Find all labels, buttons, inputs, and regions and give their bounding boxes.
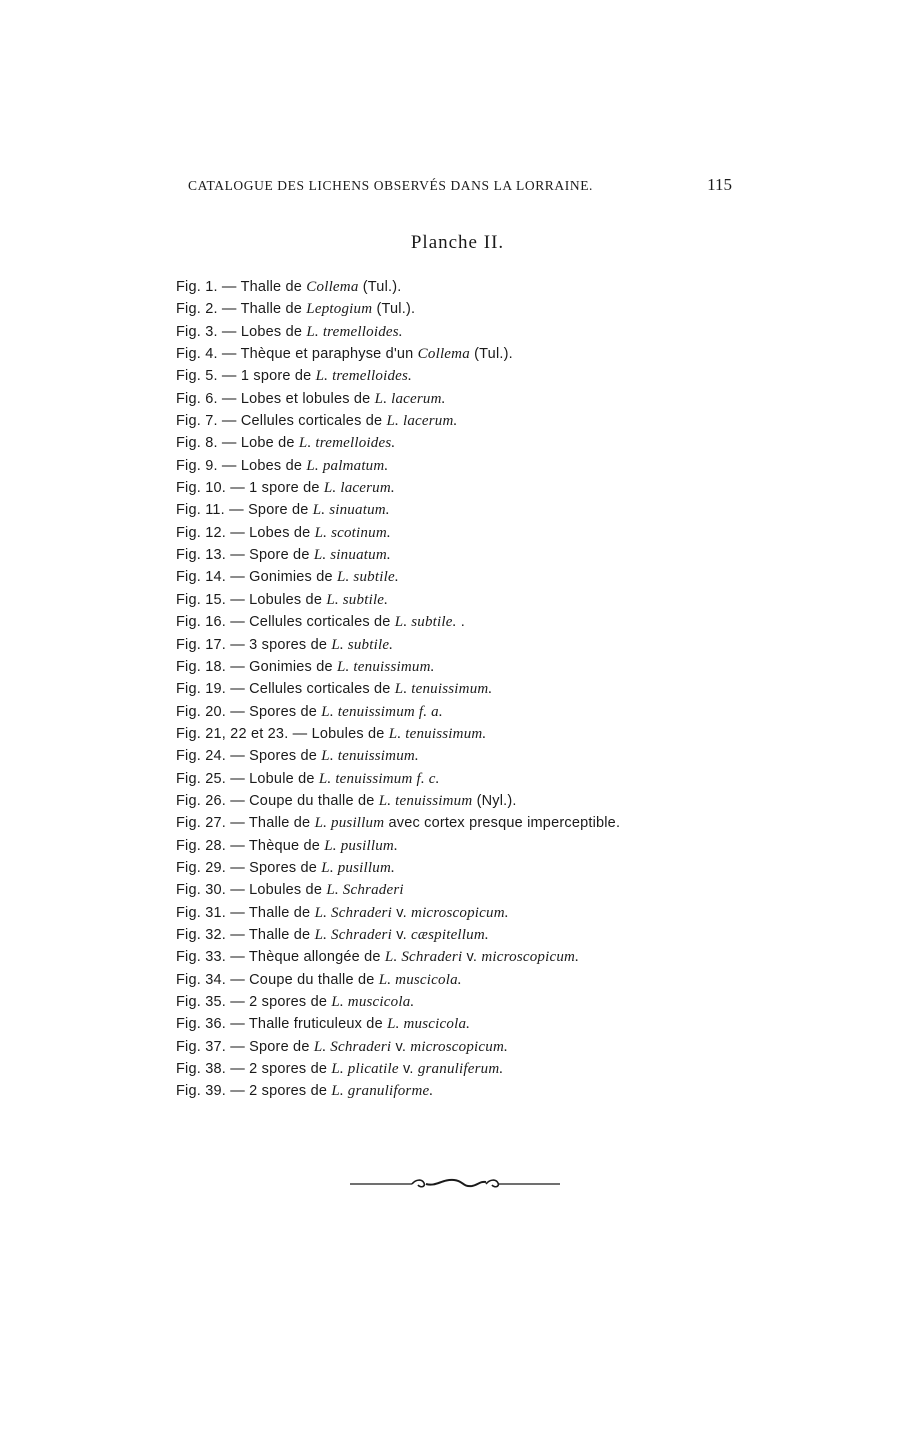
em-dash-separator: —: [225, 547, 250, 564]
figure-caption-row: [176, 544, 696, 566]
figure-description: Lobule de: [249, 770, 319, 787]
figure-label: Fig. 14.: [176, 569, 226, 586]
figure-label: Fig. 29.: [176, 859, 226, 876]
figure-description: Lobes de: [249, 524, 315, 541]
figure-description: Cellules corticales de: [249, 614, 395, 631]
em-dash-separator: —: [225, 681, 250, 698]
taxon-name: L. tremelloides.: [315, 368, 413, 385]
figure-caption-row: [176, 365, 696, 387]
figure-description-tail: (Tul.).: [469, 346, 513, 363]
em-dash-separator: —: [225, 658, 250, 675]
figure-description: Coupe du thalle de: [249, 971, 379, 988]
figure-caption-row: [176, 1058, 696, 1080]
figure-label: Fig. 1.: [176, 279, 218, 295]
taxon-name: L. subtile.: [336, 569, 399, 586]
figure-label: Fig. 39.: [176, 1083, 226, 1100]
figure-caption-list: [176, 276, 696, 1103]
taxon-name: L. scotinum.: [314, 524, 391, 541]
taxon-name: L. Schraderi: [313, 1038, 392, 1055]
em-dash-separator: —: [225, 792, 250, 809]
taxon-name: L. plicatile: [331, 1061, 399, 1078]
taxon-name: L. Schraderi: [384, 949, 463, 966]
figure-caption-row: [176, 1080, 696, 1102]
figure-label: Fig. 26.: [176, 792, 226, 809]
figure-description: Thalle fruticuleux de: [248, 1016, 388, 1033]
figure-caption-row: [176, 812, 696, 834]
figure-caption-row: [176, 745, 696, 767]
figure-description: Thalle de: [240, 279, 307, 295]
figure-description: Thalle de: [248, 926, 315, 943]
em-dash-separator: —: [217, 279, 241, 295]
figure-caption-row: [176, 321, 696, 343]
figure-description: Lobules de: [311, 725, 389, 742]
figure-label: Fig. 35.: [176, 994, 226, 1010]
figure-description: Lobes de: [240, 457, 307, 474]
figure-label: Fig. 33.: [176, 949, 226, 966]
taxon-name: L. subtile.: [394, 614, 457, 631]
em-dash-separator: —: [217, 323, 241, 340]
figure-caption-row: [176, 589, 696, 611]
em-dash-separator: —: [217, 390, 241, 407]
figure-description: Lobes et lobules de: [240, 390, 375, 407]
plate-title: Planche II.: [410, 232, 505, 253]
em-dash-separator: —: [225, 859, 250, 876]
figure-description-tail: v.: [462, 949, 482, 966]
em-dash-separator: —: [217, 435, 241, 452]
running-title: CATALOGUE DES LICHENS OBSERVÉS DANS LA LORRAINE.: [188, 178, 594, 193]
taxon-name: L. subtile.: [331, 636, 394, 653]
figure-label: Fig. 20.: [176, 703, 226, 720]
taxon-name: L. sinuatum.: [312, 502, 390, 519]
figure-label: Fig. 13.: [176, 547, 226, 564]
figure-description-tail: v.: [391, 1038, 411, 1055]
taxon-name: L. Schraderi: [314, 904, 392, 921]
figure-description: Spores de: [249, 859, 322, 876]
figure-description: 1 spore de: [249, 480, 324, 497]
running-head: [188, 176, 736, 196]
em-dash-separator: —: [225, 971, 250, 988]
taxon-name: L. pusillum: [314, 815, 385, 832]
figure-description: Thalle de: [240, 301, 307, 318]
em-dash-separator: —: [225, 614, 250, 631]
figure-caption-row: [176, 1036, 696, 1058]
em-dash-separator: —: [225, 904, 249, 921]
figure-caption-row: [176, 611, 696, 633]
taxon-name: L. Schraderi: [326, 882, 404, 899]
taxon-name: L. muscicola.: [387, 1016, 471, 1033]
figure-caption-row: [176, 343, 696, 365]
figure-caption-row: [176, 388, 696, 410]
page-number: 115: [707, 175, 732, 194]
figure-caption-row: [176, 499, 696, 521]
figure-description: Spore de: [249, 1038, 314, 1055]
figure-caption-row: [176, 566, 696, 588]
figure-caption-row: [176, 946, 696, 968]
taxon-name: Collema: [417, 346, 470, 363]
taxon-name: L. tenuissimum f. c.: [318, 770, 440, 787]
taxon-name: Leptogium: [306, 301, 373, 318]
figure-label: Fig. 11.: [176, 502, 225, 519]
figure-label: Fig. 24.: [176, 748, 226, 765]
figure-caption-row: [176, 455, 696, 477]
em-dash-separator: —: [225, 636, 250, 653]
figure-description-tail: .: [456, 614, 466, 631]
taxon-name: L. tremelloides.: [298, 435, 396, 452]
figure-label: Fig. 38.: [176, 1061, 226, 1078]
em-dash-separator: —: [225, 569, 250, 586]
figure-label: Fig. 10.: [176, 480, 226, 497]
em-dash-separator: —: [225, 1061, 250, 1078]
figure-label: Fig. 21, 22 et 23.: [176, 725, 289, 742]
figure-label: Fig. 36.: [176, 1016, 226, 1033]
figure-description: 2 spores de: [249, 1061, 332, 1078]
em-dash-separator: —: [225, 480, 250, 497]
em-dash-separator: —: [225, 524, 250, 541]
em-dash-separator: —: [217, 301, 241, 318]
figure-description: Lobes de: [240, 323, 307, 340]
figure-label: Fig. 30.: [176, 882, 226, 899]
em-dash-separator: —: [225, 770, 250, 787]
em-dash-separator: —: [224, 502, 249, 519]
figure-label: Fig. 5.: [176, 368, 218, 385]
figure-description-tail: (Tul.).: [372, 301, 416, 318]
figure-label: Fig. 17.: [176, 636, 226, 653]
figure-description-tail: v.: [398, 1061, 418, 1078]
em-dash-separator: —: [225, 837, 249, 854]
figure-label: Fig. 25.: [176, 770, 226, 787]
em-dash-separator: —: [217, 346, 241, 363]
figure-description-tail: (Nyl.).: [472, 792, 517, 809]
em-dash-separator: —: [225, 703, 250, 720]
figure-label: Fig. 6.: [176, 390, 218, 407]
taxon-name: L. tenuissimum.: [388, 725, 487, 742]
figure-caption-row: [176, 969, 696, 991]
figure-label: Fig. 31.: [176, 904, 226, 921]
taxon-name: L. muscicola.: [378, 971, 462, 988]
taxon-name: L. tenuissimum.: [321, 748, 419, 765]
figure-description: Spore de: [249, 547, 314, 564]
figure-caption-row: [176, 835, 696, 857]
taxon-name: L. palmatum.: [306, 457, 389, 474]
figure-description: Thèque allongée de: [248, 949, 385, 966]
variety-name: microscopicum.: [411, 904, 509, 921]
figure-label: Fig. 27.: [176, 815, 226, 832]
figure-label: Fig. 28.: [176, 837, 226, 854]
figure-description: Coupe du thalle de: [249, 792, 379, 809]
variety-name: microscopicum.: [410, 1038, 508, 1055]
em-dash-separator: —: [225, 1016, 249, 1033]
taxon-name: L. lacerum.: [323, 480, 395, 497]
taxon-name: L. tremelloides.: [306, 323, 403, 340]
figure-caption-row: [176, 410, 696, 432]
taxon-name: L. muscicola.: [331, 994, 415, 1010]
figure-label: Fig. 8.: [176, 435, 218, 452]
taxon-name: L. tenuissimum: [378, 792, 473, 809]
figure-label: Fig. 15.: [176, 591, 226, 608]
em-dash-separator: —: [288, 725, 312, 742]
figure-description: Lobules de: [249, 591, 327, 608]
figure-caption-row: [176, 723, 696, 745]
figure-description: Thalle de: [248, 815, 315, 832]
em-dash-separator: —: [225, 994, 250, 1010]
figure-label: Fig. 34.: [176, 971, 226, 988]
figure-caption-row: [176, 991, 696, 1013]
em-dash-separator: —: [225, 949, 249, 966]
em-dash-separator: —: [225, 591, 250, 608]
figure-caption-row: [176, 924, 696, 946]
figure-label: Fig. 37.: [176, 1038, 226, 1055]
figure-label: Fig. 32.: [176, 926, 226, 943]
figure-description: Lobe de: [240, 435, 299, 452]
figure-description: Cellules corticales de: [249, 681, 395, 698]
figure-caption-row: [176, 634, 696, 656]
figure-label: Fig. 18.: [176, 658, 226, 675]
figure-caption-row: [176, 879, 696, 901]
figure-caption-row: [176, 768, 696, 790]
figure-caption-row: [176, 1013, 696, 1035]
figure-caption-row: [176, 656, 696, 678]
taxon-name: L. tenuissimum.: [336, 658, 435, 675]
figure-description: 2 spores de: [249, 994, 332, 1010]
em-dash-separator: —: [225, 882, 250, 899]
figure-caption-row: [176, 298, 696, 320]
taxon-name: L. tenuissimum f. a.: [321, 703, 443, 720]
taxon-name: L. pusillum.: [324, 837, 398, 854]
em-dash-separator: —: [225, 748, 250, 765]
em-dash-separator: —: [225, 1083, 250, 1100]
figure-description: Spores de: [249, 748, 322, 765]
figure-label: Fig. 16.: [176, 614, 226, 631]
figure-caption-row: [176, 522, 696, 544]
taxon-name: L. subtile.: [326, 591, 389, 608]
variety-name: microscopicum.: [481, 949, 580, 966]
figure-caption-row: [176, 701, 696, 723]
figure-description: 1 spore de: [240, 368, 316, 385]
figure-description: Spores de: [249, 703, 322, 720]
em-dash-separator: —: [217, 368, 241, 385]
figure-description-tail: avec cortex presque imperceptible.: [384, 815, 621, 832]
figure-label: Fig. 2.: [176, 301, 218, 318]
figure-description: Gonimies de: [249, 569, 337, 586]
figure-caption-row: [176, 432, 696, 454]
figure-caption-row: [176, 857, 696, 879]
em-dash-separator: —: [225, 815, 249, 832]
figure-description: 2 spores de: [249, 1083, 332, 1100]
figure-description-tail: v.: [391, 926, 412, 943]
figure-description-tail: v.: [391, 904, 412, 921]
figure-caption-row: [176, 790, 696, 812]
taxon-name: Collema: [306, 279, 359, 295]
ornament-divider-icon: [350, 1175, 560, 1193]
em-dash-separator: —: [225, 926, 249, 943]
figure-description-tail: (Tul.).: [358, 279, 402, 295]
figure-description: Thèque de: [248, 837, 325, 854]
figure-label: Fig. 7.: [176, 413, 218, 430]
figure-caption-row: [176, 902, 696, 924]
figure-description: Thalle de: [248, 904, 315, 921]
taxon-name: L. lacerum.: [386, 413, 458, 430]
figure-description: Spore de: [248, 502, 313, 519]
em-dash-separator: —: [225, 1038, 250, 1055]
figure-label: Fig. 3.: [176, 323, 218, 340]
em-dash-separator: —: [217, 413, 241, 430]
figure-label: Fig. 19.: [176, 681, 226, 698]
figure-description: Thèque et paraphyse d'un: [240, 346, 418, 363]
taxon-name: L. sinuatum.: [313, 547, 391, 564]
taxon-name: L. pusillum.: [321, 859, 395, 876]
em-dash-separator: —: [217, 457, 241, 474]
figure-description: 3 spores de: [249, 636, 332, 653]
figure-description: Lobules de: [249, 882, 327, 899]
figure-description: Gonimies de: [249, 658, 337, 675]
figure-label: Fig. 9.: [176, 457, 218, 474]
taxon-name: L. Schraderi: [314, 926, 392, 943]
taxon-name: L. tenuissimum.: [394, 681, 493, 698]
figure-label: Fig. 4.: [176, 346, 218, 363]
figure-caption-row: [176, 477, 696, 499]
figure-label: Fig. 12.: [176, 524, 226, 541]
variety-name: granuliferum.: [417, 1061, 504, 1078]
taxon-name: L. lacerum.: [374, 390, 446, 407]
figure-description: Cellules corticales de: [240, 413, 387, 430]
figure-caption-row: [176, 276, 696, 298]
variety-name: cæspitellum.: [411, 926, 489, 943]
figure-caption-row: [176, 678, 696, 700]
taxon-name: L. granuliforme.: [331, 1083, 434, 1100]
